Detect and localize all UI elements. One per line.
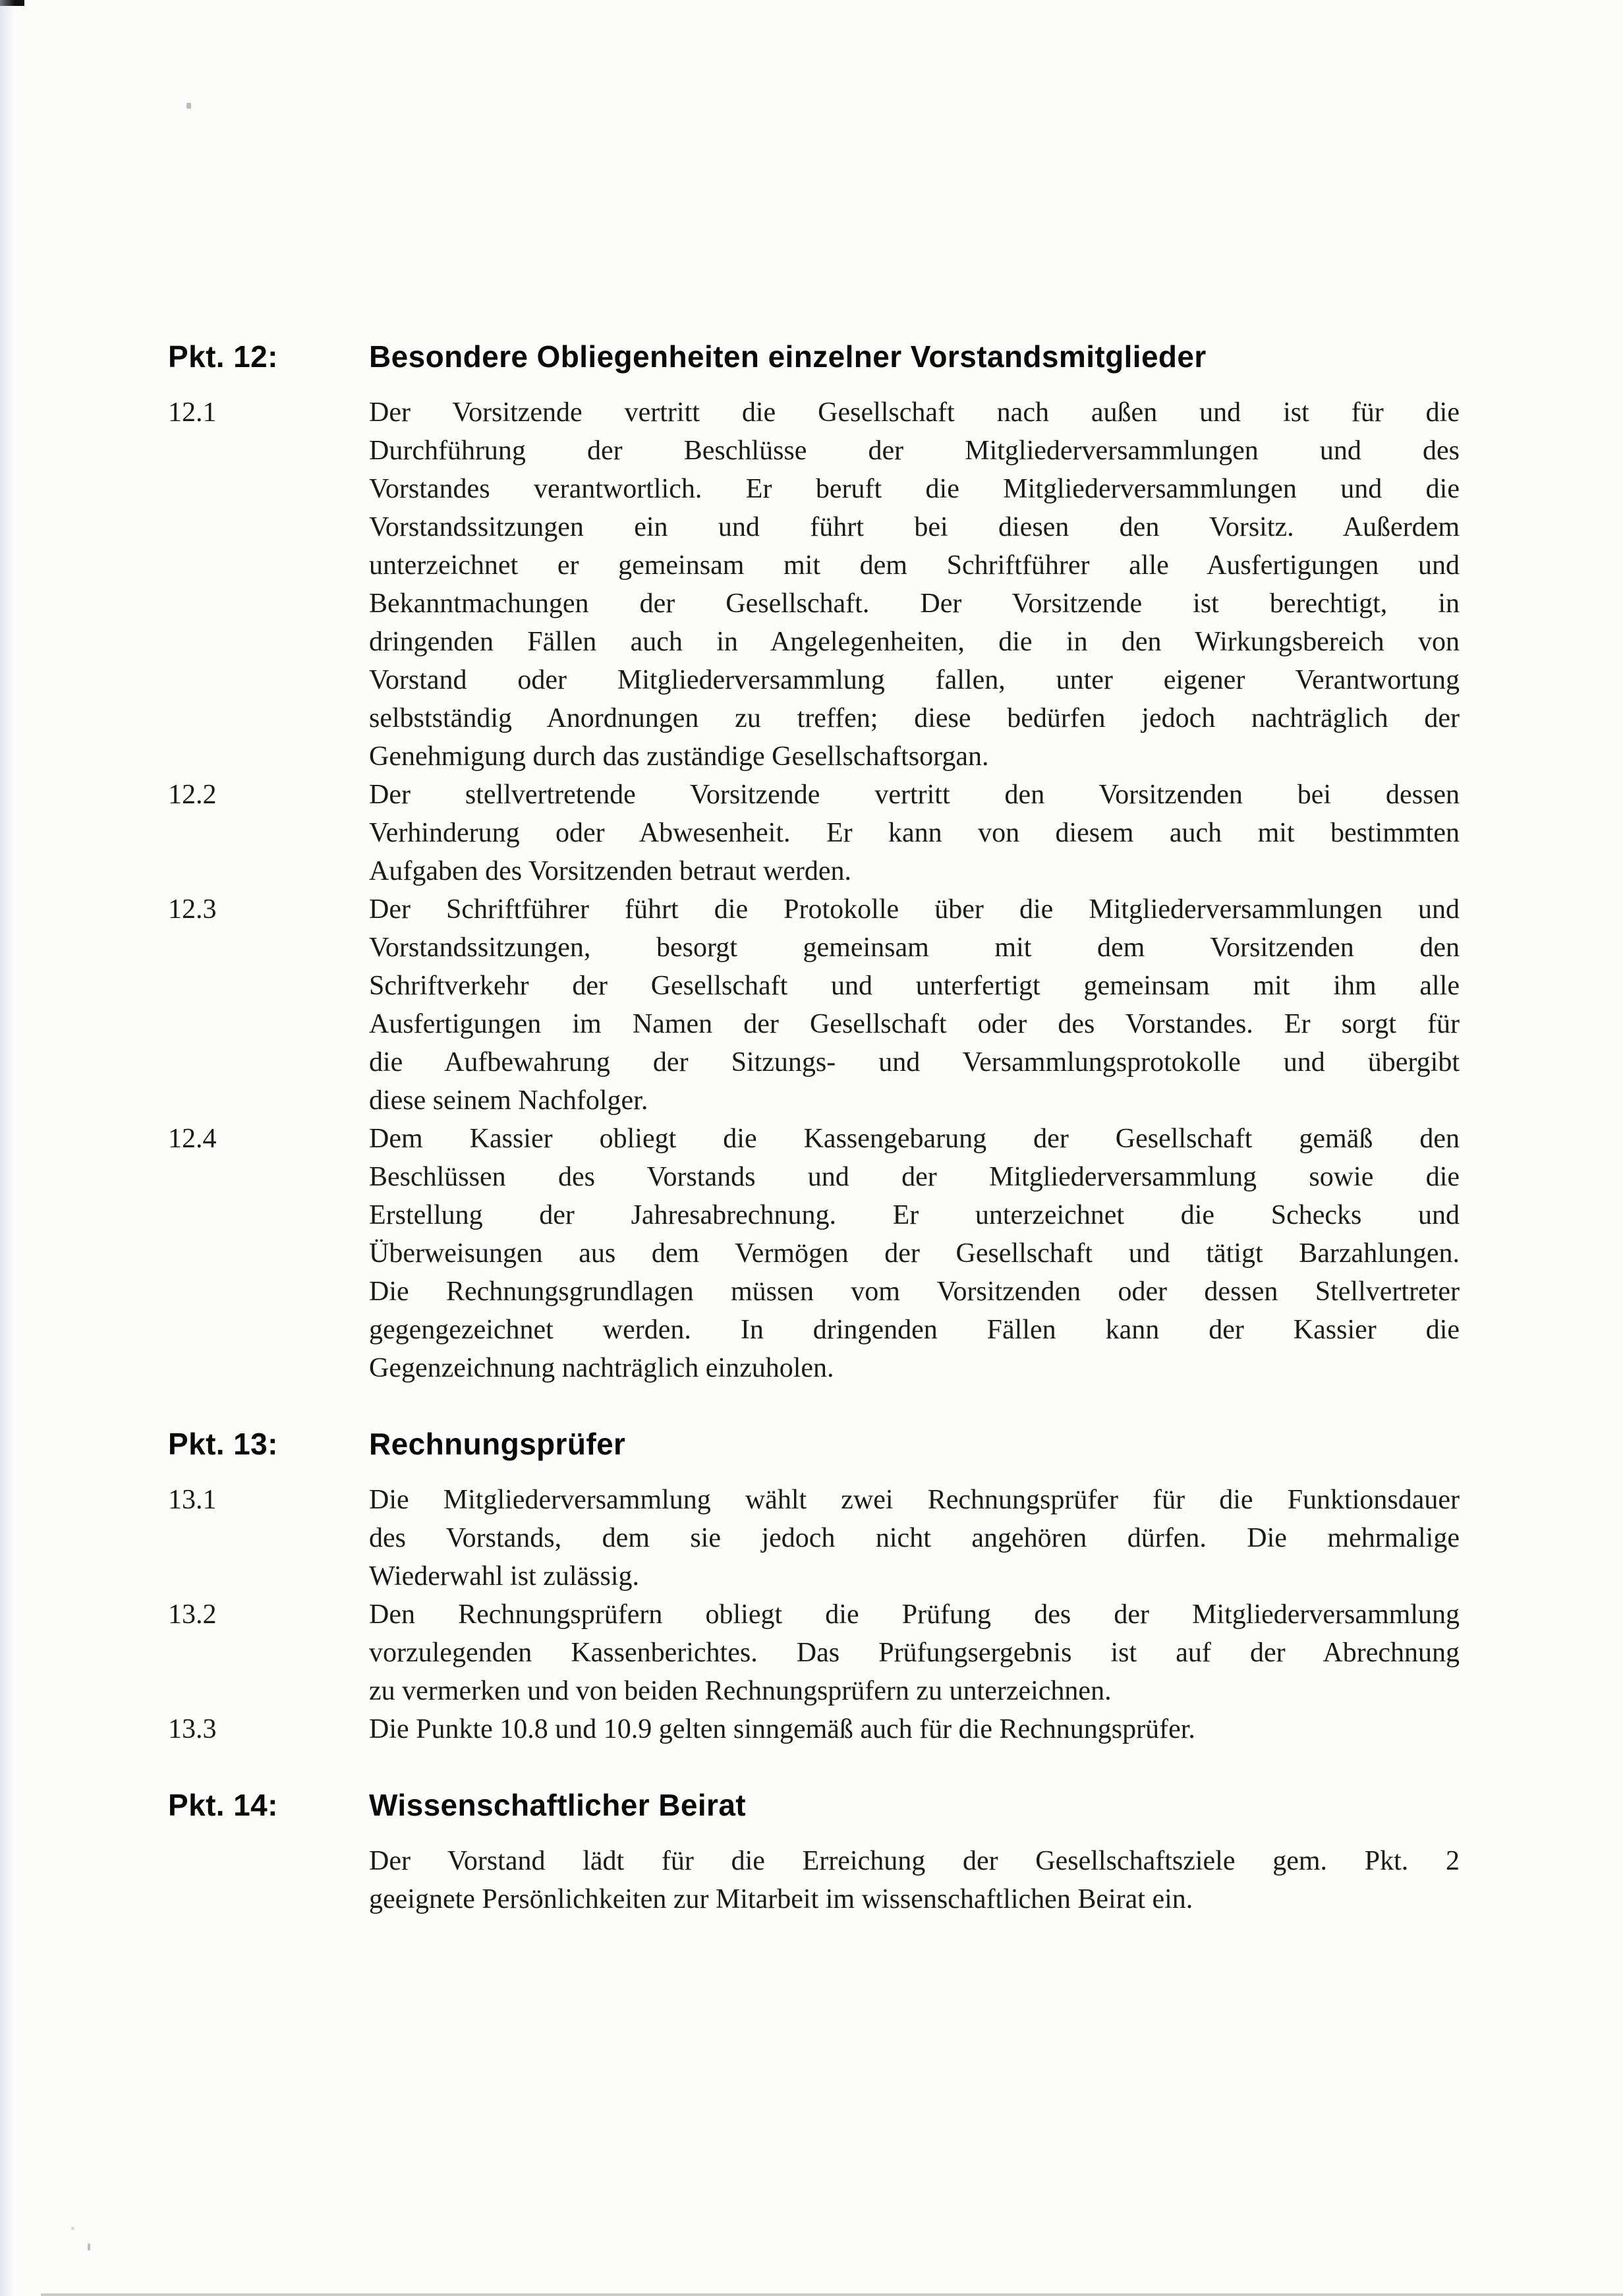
clause-number: 13.2	[168, 1599, 217, 1630]
clause-line: Die Rechnungsgrundlagen müssen vom Vorsitzenden oder dessen Stellvertreter	[369, 1277, 1460, 1307]
clause-item	[168, 1842, 1623, 1918]
section-heading	[168, 1425, 1623, 1463]
clause-line: Wiederwahl ist zulässig.	[369, 1561, 640, 1592]
clause-line: Genehmigung durch das zuständige Gesellschaftsorgan.	[369, 741, 989, 772]
clause-line: Die Mitgliederversammlung wählt zwei Rechnungsprüfer für die Funktionsdauer	[369, 1485, 1460, 1515]
scan-speck	[71, 2227, 74, 2230]
clause-text	[369, 1595, 1460, 1710]
scan-speck	[186, 103, 191, 109]
clause-line: Überweisungen aus dem Vermögen der Gesellschaft und tätigt Barzahlungen.	[369, 1238, 1460, 1269]
section-label: Pkt. 12:	[168, 339, 278, 374]
clause-line: Durchführung der Beschlüsse der Mitgliederversammlungen und des	[369, 436, 1460, 466]
clause-text	[369, 890, 1460, 1120]
clause-item	[168, 776, 1623, 890]
clause-line: Beschlüssen des Vorstands und der Mitgliederversammlung sowie die	[369, 1162, 1460, 1192]
document-content	[0, 337, 1623, 1918]
clause-line: Vorstand oder Mitgliederversammlung fallen, unter eigener Verantwortung	[369, 665, 1460, 695]
clause-line: geeignete Persönlichkeiten zur Mitarbeit im wissenschaftlichen Beirat ein.	[369, 1884, 1193, 1914]
clause-item	[168, 1710, 1623, 1748]
clause-line: Der Schriftführer führt die Protokolle über die Mitgliederversammlungen und	[369, 894, 1460, 925]
clause-line: Gegenzeichnung nachträglich einzuholen.	[369, 1353, 834, 1383]
section-heading	[168, 337, 1623, 376]
section-title: Besondere Obliegenheiten einzelner Vorstandsmitglieder	[369, 339, 1207, 374]
clause-line: selbstständig Anordnungen zu treffen; diese bedürfen jedoch nachträglich der	[369, 703, 1460, 733]
clause-number	[168, 1842, 369, 1918]
clause-line: Vorstandssitzungen ein und führt bei diesen den Vorsitz. Außerdem	[369, 512, 1460, 542]
clause-line: gegengezeichnet werden. In dringenden Fällen kann der Kassier die	[369, 1315, 1460, 1345]
clause-line: Bekanntmachungen der Gesellschaft. Der Vorsitzende ist berechtigt, in	[369, 588, 1460, 619]
clause-item	[168, 890, 1623, 1120]
clause-line: diese seinem Nachfolger.	[369, 1085, 648, 1116]
clause-line: Ausfertigungen im Namen der Gesellschaft oder des Vorstandes. Er sorgt für	[369, 1009, 1460, 1039]
clause-line: Der stellvertretende Vorsitzende vertritt den Vorsitzenden bei dessen	[369, 780, 1460, 810]
clause-line: des Vorstands, dem sie jedoch nicht angehören dürfen. Die mehrmalige	[369, 1523, 1460, 1553]
clause-line: unterzeichnet er gemeinsam mit dem Schriftführer alle Ausfertigungen und	[369, 550, 1460, 581]
clause-line: Erstellung der Jahresabrechnung. Er unterzeichnet die Schecks und	[369, 1200, 1460, 1230]
clause-number: 12.1	[168, 397, 217, 428]
clause-line: Den Rechnungsprüfern obliegt die Prüfung des der Mitgliederversammlung	[369, 1599, 1460, 1630]
clause-line: Schriftverkehr der Gesellschaft und unterfertigt gemeinsam mit ihm alle	[369, 971, 1460, 1001]
clause-number: 12.4	[168, 1124, 217, 1154]
section-title: Rechnungsprüfer	[369, 1427, 626, 1461]
clause-line: Vorstandes verantwortlich. Er beruft die Mitgliederversammlungen und die	[369, 474, 1460, 504]
clause-item	[168, 1595, 1623, 1710]
clause-text	[369, 1120, 1460, 1387]
clause-line: die Aufbewahrung der Sitzungs- und Versammlungsprotokolle und übergibt	[369, 1047, 1460, 1077]
clause-line: Dem Kassier obliegt die Kassengebarung der Gesellschaft gemäß den	[369, 1124, 1460, 1154]
clause-line: Der Vorsitzende vertritt die Gesellschaft nach außen und ist für die	[369, 397, 1460, 428]
clause-text	[369, 1710, 1460, 1748]
clause-line: Vorstandssitzungen, besorgt gemeinsam mit dem Vorsitzenden den	[369, 933, 1460, 963]
clause-line: Aufgaben des Vorsitzenden betraut werden.	[369, 856, 852, 886]
section-heading	[168, 1786, 1623, 1824]
clause-text	[369, 776, 1460, 890]
section-label: Pkt. 13:	[168, 1427, 278, 1461]
clause-item	[168, 1120, 1623, 1387]
clause-item	[168, 1481, 1623, 1595]
clause-item	[168, 393, 1623, 776]
section-label: Pkt. 14:	[168, 1788, 278, 1822]
clause-number: 12.3	[168, 894, 217, 925]
clause-line: Die Punkte 10.8 und 10.9 gelten sinngemäß auch für die Rechnungsprüfer.	[369, 1714, 1195, 1744]
clause-line: zu vermerken und von beiden Rechnungsprüfern zu unterzeichnen.	[369, 1676, 1112, 1706]
clause-text	[369, 1481, 1460, 1595]
clause-line: dringenden Fällen auch in Angelegenheiten, die in den Wirkungsbereich von	[369, 627, 1460, 657]
clause-number: 13.1	[168, 1485, 217, 1515]
clause-text	[369, 393, 1460, 776]
clause-number: 13.3	[168, 1714, 217, 1744]
clause-text	[369, 1842, 1460, 1918]
clause-line: Der Vorstand lädt für die Erreichung der Gesellschaftsziele gem. Pkt. 2	[369, 1846, 1460, 1876]
clause-line: vorzulegenden Kassenberichtes. Das Prüfungsergebnis ist auf der Abrechnung	[369, 1638, 1460, 1668]
clause-number: 12.2	[168, 780, 217, 810]
scan-speck	[88, 2243, 90, 2251]
section-title: Wissenschaftlicher Beirat	[369, 1788, 747, 1822]
clause-line: Verhinderung oder Abwesenheit. Er kann von diesem auch mit bestimmten	[369, 818, 1460, 848]
scan-artifact-bottom-edge	[41, 2293, 1623, 2296]
